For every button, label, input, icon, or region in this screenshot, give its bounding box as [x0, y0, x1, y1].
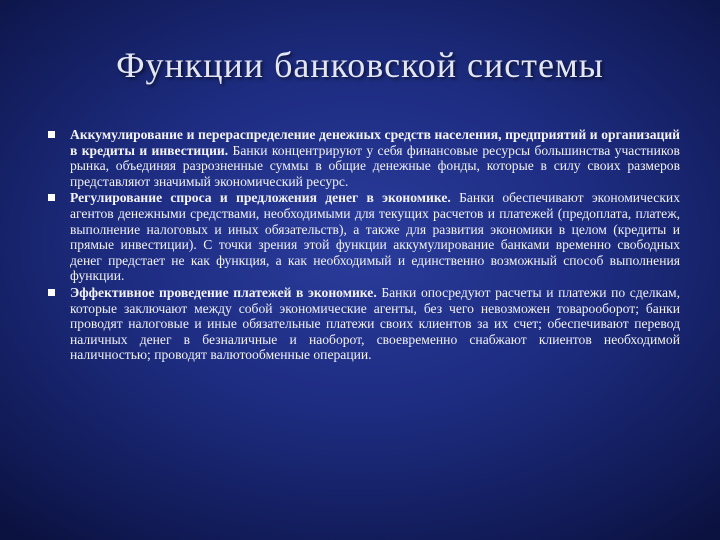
bullet-heading: Эффективное проведение платежей в экономике. — [70, 284, 382, 300]
bullet-item — [48, 127, 680, 189]
slide-title: Функции банковской системы — [116, 45, 604, 85]
square-bullet-icon — [48, 131, 55, 138]
bullet-body: Банки опосредуют расчеты и платежи по сделкам, которые заключают между собой экономические агенты, без чего невозможен товарооборот; банки проводят налоговые и иные обязательные платежи своих клиентов за их счет; обеспечивают перевод наличных денег в безналичные и наоборот, своевременно снабжают клиентов необходимой наличностью; проводят валютообменные операции. — [70, 284, 680, 363]
bullet-heading: Регулирование спроса и предложения денег в экономике. — [70, 190, 460, 206]
square-bullet-icon — [48, 194, 55, 201]
bullet-item — [48, 190, 680, 284]
bullet-item — [48, 285, 680, 363]
bullet-body: Банки обеспечивают экономических агентов денежными средствами, необходимыми для текущих расчетов и платежей (предоплата, платеж, выполнение налоговых и иных обязательств), а также для развития экономики в целом (кредиты и прямые инвестиции). С точки зрения этой функции аккумулирование банками временно свободных денег предстает не как функция, а как необходимый и единственно возможный способ выполнения функции. — [70, 190, 680, 284]
bullet-body: Банки концентрируют у себя финансовые ресурсы большинства участников рынка, объединяя разрозненные суммы в общие денежные фонды, которые в силу своих размеров представляют значимый экономический ресурс. — [70, 142, 680, 189]
square-bullet-icon — [48, 289, 55, 296]
bullet-heading: Аккумулирование и перераспределение денежных средств населения, предприятий и организаций в кредиты и инвестиции. — [70, 127, 680, 158]
bullet-list — [48, 127, 680, 364]
